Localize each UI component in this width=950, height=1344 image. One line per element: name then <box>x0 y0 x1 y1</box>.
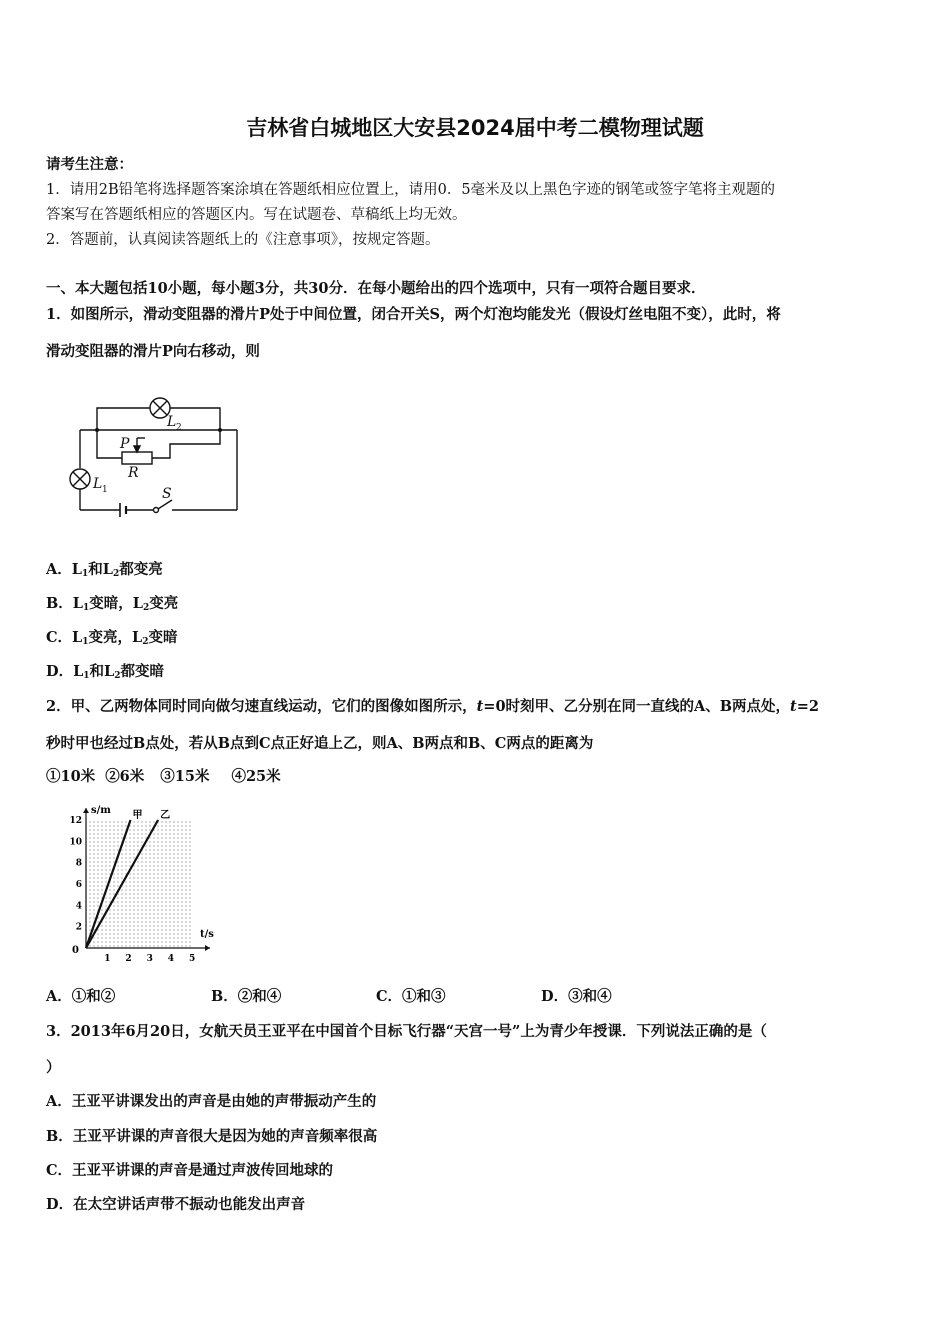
notice-line-3: 2．答题前，认真阅读答题纸上的《注意事项》，按规定答题。 <box>46 232 440 248</box>
x-axis-label: t/s <box>200 929 214 940</box>
x-tick-label: 5 <box>189 954 196 964</box>
y-axis-label: s/m <box>91 805 111 816</box>
label-s: S <box>162 486 172 502</box>
notice-heading: 请考生注意： <box>46 156 133 173</box>
q3-option-c: C．王亚平讲课的声音是通过声波传回地球的 <box>46 1162 334 1179</box>
q1-option-c: C．$L_1$变亮，$L_2$变暗 <box>46 629 178 647</box>
s-t-chart <box>60 800 230 965</box>
y-tick-label: 4 <box>75 901 82 912</box>
q3-text-line-2: ） <box>46 1059 61 1076</box>
origin-label: 0 <box>72 945 79 956</box>
q1-option-d: D．$L_1$和$L_2$都变暗 <box>46 663 165 681</box>
q3-text-line-1: 3．2013年6月20日，女航天员王亚平在中国首个目标飞行器“天宫一号”上为青少年授课．下列说法正确的是（ <box>46 1023 767 1040</box>
y-tick-label: 8 <box>75 858 82 869</box>
rheostat-icon <box>122 452 152 464</box>
x-tick-label: 1 <box>104 954 111 964</box>
q2-option-d: D．③和④ <box>541 988 612 1005</box>
notice-line-2: 答案写在答题纸相应的答题区内。写在试题卷、草稿纸上均无效。 <box>46 207 467 223</box>
x-tick-label: 3 <box>146 954 153 964</box>
q3-option-a: A．王亚平讲课发出的声音是由她的声带振动产生的 <box>46 1093 377 1110</box>
label-l1-sub: 1 <box>102 485 108 495</box>
series-label-yi: 乙 <box>160 810 171 821</box>
svg-text:L <box>166 414 176 430</box>
x-tick-label: 4 <box>167 954 175 964</box>
section-heading: 一、本大题包括10小题，每小题3分，共30分．在每小题给出的四个选项中，只有一项符合题目要求． <box>46 280 706 297</box>
label-l1: L <box>93 476 103 492</box>
q2-option-b: B．②和④ <box>211 988 282 1005</box>
y-tick-label: 2 <box>75 922 82 933</box>
q3-option-b: B．王亚平讲课的声音很大是因为她的声音频率很高 <box>46 1128 378 1145</box>
q1-text-line-2: 滑动变阻器的滑片P向右移动，则 <box>46 343 260 360</box>
y-tick-label: 10 <box>69 837 82 848</box>
label-l2-sub: 2 <box>176 423 182 433</box>
q2-option-a: A．①和② <box>46 988 116 1005</box>
page-title: 吉林省白城地区大安县2024届中考二模物理试题 <box>246 116 704 140</box>
q1-option-b: B．$L_1$变暗，$L_2$变亮 <box>46 595 179 613</box>
label-p: P <box>120 436 130 452</box>
q2-text-line-2: 秒时甲也经过B点处，若从B点到C点正好追上乙，则A、B两点和B、C两点的距离为 <box>46 735 594 752</box>
label-l2: L <box>167 414 177 430</box>
chart-grid <box>86 820 192 948</box>
y-tick-label: 6 <box>75 880 82 890</box>
y-tick-label: 12 <box>69 816 82 826</box>
notice-line-1: 1．请用2B铅笔将选择题答案涂填在答题纸相应位置上，请用0．5毫米及以上黑色字迹的钢笔或签字笔将主观题的 <box>46 182 776 198</box>
label-r: R <box>128 465 139 481</box>
q2-option-c: C．①和③ <box>376 988 446 1005</box>
q2-choices: ①10米 ②6米 ③15米 ④25米 <box>46 768 281 785</box>
q3-option-d: D．在太空讲话声带不振动也能发出声音 <box>46 1196 306 1213</box>
q2-text-line-1: 2．甲、乙两物体同时同向做匀速直线运动，它们的图像如图所示，t=0时刻甲、乙分别在同一直线的A、B两点处，t=2 <box>46 698 819 715</box>
series-label-jia: 甲 <box>132 810 143 821</box>
x-tick-label: 2 <box>125 954 132 964</box>
circuit-diagram <box>60 390 260 525</box>
q1-text-line-1: 1．如图所示，滑动变阻器的滑片P处于中间位置，闭合开关S，两个灯泡均能发光（假设灯丝电阻不变），此时，将 <box>46 306 781 323</box>
q1-option-a: A．$L_1$和$L_2$都变亮 <box>46 561 163 579</box>
